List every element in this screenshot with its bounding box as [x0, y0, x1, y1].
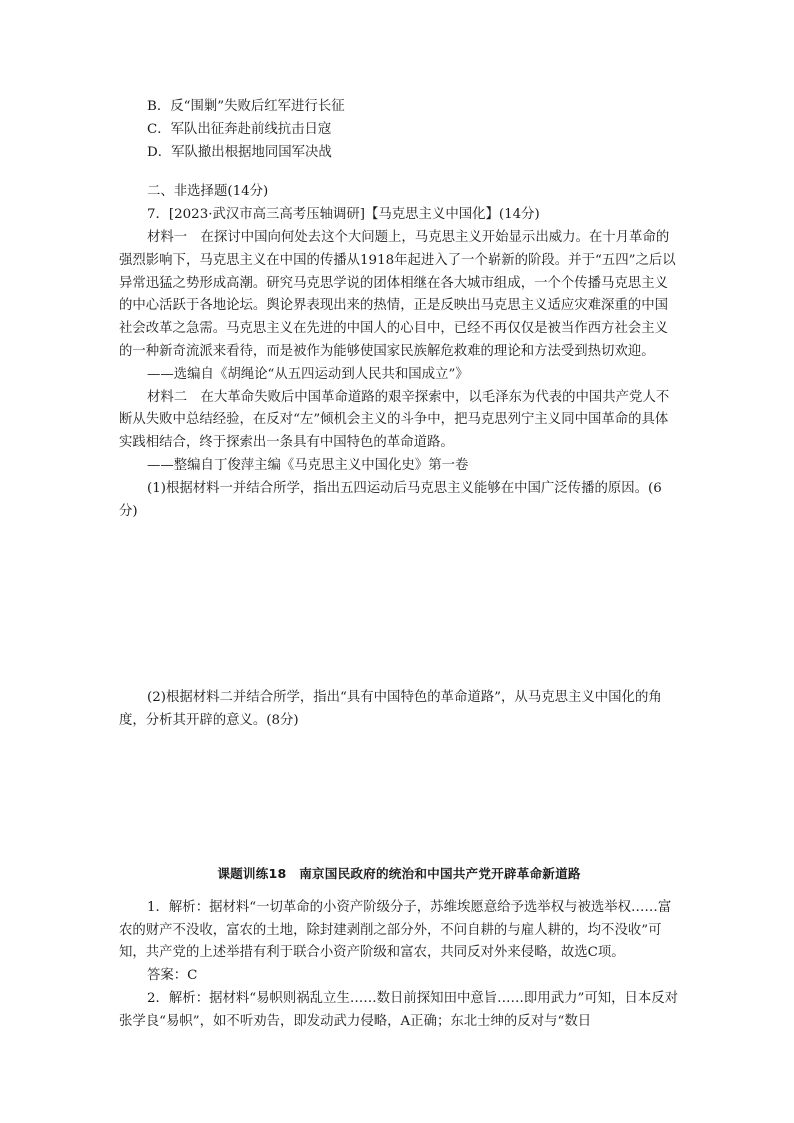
answer-explanation-1: 1．解析：据材料“一切革命的小资产阶级分子，苏维埃愿意给予选举权与被选举权……富农的财产不没收，富农的土地，除封建剥削之部分外，不问自耕的与雇人耕的，均不没收”可知，共产党的上述举措有利于联合小资产阶级和富农，共同反对外来侵略，故选C项。: [119, 899, 672, 961]
material-2-source: ——整编自丁俊萍主编《马克思主义中国化史》第一卷: [147, 457, 469, 473]
material-1: 材料一 在探讨中国向何处去这个大问题上，马克思主义开始显示出威力。在十月革命的强烈影响下，马克思主义在中国的传播从1918年起进入了一个崭新的阶段。并于“五四”之后以异常迅猛之势形成高潮。研究马克思学说的团体相继在各大城市组成，一个个传播马克思主义的中心活跃于各地论坛。舆论界表现出来的热情，正是反映出马克思主义适应灾难深重的中国社会改革之急需。马克思主义在先进的中国人的心目中，已经不再仅仅是被当作西方社会主义的一种新奇流派来看待，而是被作为能够使国家民族解危救难的理论和方法受到热切欢迎。: [119, 229, 676, 359]
option-c: C．军队出征奔赴前线抗击日寇: [147, 121, 332, 137]
page-content: [119, 96, 679, 1034]
material-2: 材料二 在大革命失败后中国革命道路的艰辛探索中，以毛泽东为代表的中国共产党人不断从失败中总结经验，在反对“左”倾机会主义的斗争中，把马克思列宁主义同中国革命的具体实践相结合，终于探索出一条具有中国特色的革命道路。: [119, 389, 670, 451]
section-title: 二、非选择题(14分): [147, 184, 269, 200]
option-b: B．反“围剿”失败后红军进行长征: [147, 99, 345, 114]
answers-heading: 课题训练18 南京国民政府的统治和中国共产党开辟革命新道路: [217, 865, 581, 881]
question-7-header: 7．[2023·武汉市高三高考压轴调研]【马克思主义中国化】(14分): [147, 207, 540, 223]
answer-space-1: [119, 523, 679, 687]
material-1-source: ——选编自《胡绳论“从五四运动到人民共和国成立”》: [147, 366, 469, 382]
option-d: D．军队撤出根据地同国军决战: [147, 144, 332, 160]
answer-space-2: [119, 733, 679, 863]
answer-explanation-2: 2．解析：据材料“易帜则祸乱立生……数日前探知田中意旨……即用武力”可知，日本反对张学良“易帜”，如不听劝告，即发动武力侵略，A正确；东北士绅的反对与“数日: [119, 990, 679, 1029]
sub-question-1: (1)根据材料一并结合所学，指出五四运动后马克思主义能够在中国广泛传播的原因。(6分): [119, 480, 662, 519]
sub-question-2: (2)根据材料二并结合所学，指出“具有中国特色的革命道路”，从马克思主义中国化的角度，分析其开辟的意义。(8分): [119, 690, 662, 729]
answer-1: 答案：C: [147, 968, 198, 984]
